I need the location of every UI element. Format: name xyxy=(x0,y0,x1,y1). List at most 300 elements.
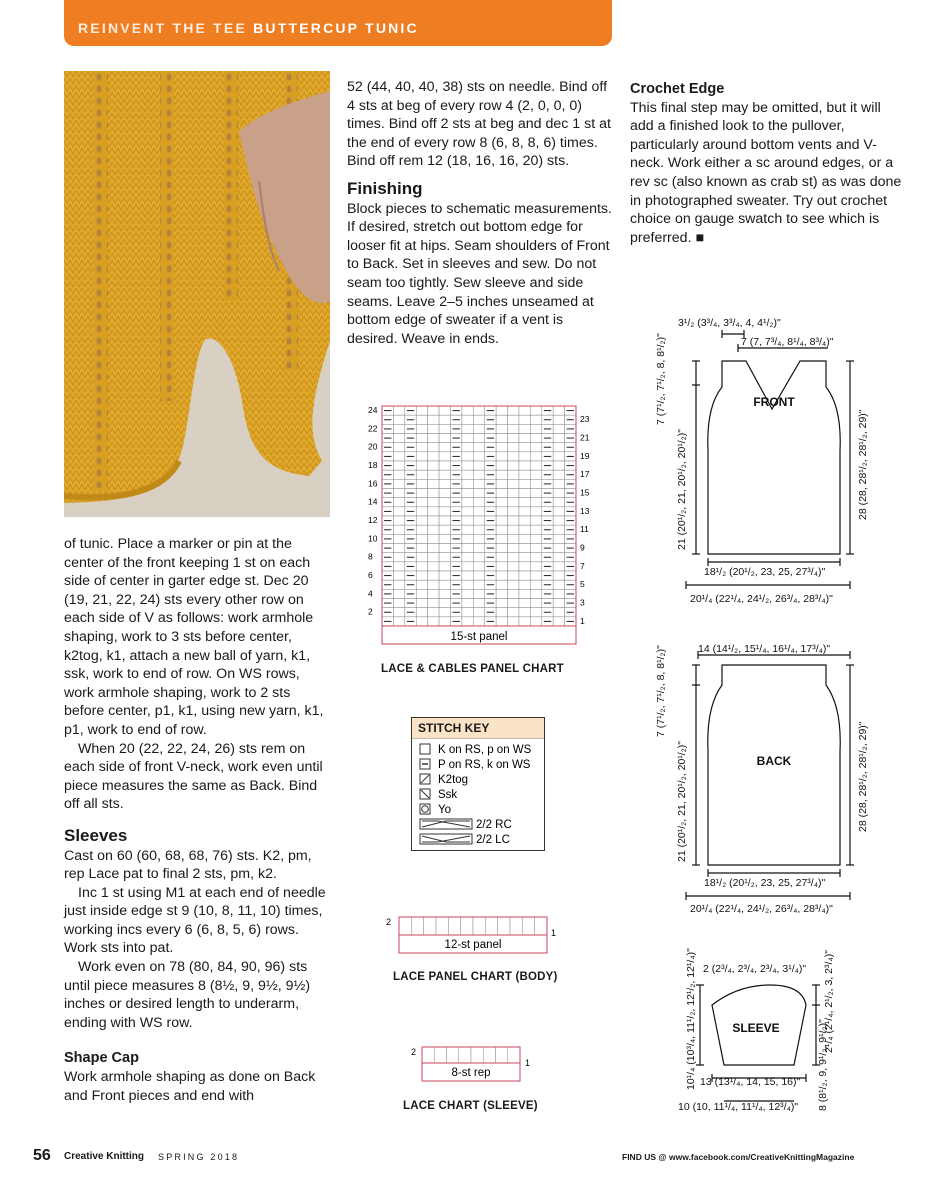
chart-cell xyxy=(462,516,473,525)
chart-cell xyxy=(553,470,564,479)
chart-cell xyxy=(416,617,427,626)
chart-cell xyxy=(393,443,404,452)
chart-cell xyxy=(553,434,564,443)
finishing-heading: Finishing xyxy=(347,178,423,198)
chart-cell xyxy=(508,608,519,617)
chart-cell xyxy=(439,424,450,433)
chart-cell xyxy=(553,461,564,470)
chart-cell xyxy=(519,544,530,553)
chart-cell xyxy=(553,452,564,461)
right-column xyxy=(630,80,905,247)
chart-cell xyxy=(428,507,439,516)
chart-cell xyxy=(439,443,450,452)
measurement-label: 2 (2³/₄, 2³/₄, 2³/₄, 3¹/₄)" xyxy=(703,963,807,975)
row-number: 18 xyxy=(368,460,378,470)
sleeve-label: SLEEVE xyxy=(732,1021,780,1035)
chart-cell xyxy=(530,571,541,580)
page-number: 56 xyxy=(33,1147,51,1164)
chart-cell xyxy=(508,544,519,553)
middle-column xyxy=(347,78,615,348)
chart-cell xyxy=(530,470,541,479)
row-number: 1 xyxy=(525,1058,531,1068)
chart-cell xyxy=(399,917,411,935)
row-number: 2 xyxy=(411,1047,417,1057)
chart-cell xyxy=(393,406,404,415)
back-label: BACK xyxy=(756,754,792,768)
back-schematic xyxy=(686,651,854,900)
chart-cell xyxy=(553,489,564,498)
chart-cell xyxy=(496,544,507,553)
section-banner xyxy=(64,0,612,46)
knit-symbol-icon xyxy=(420,744,430,754)
chart-cell xyxy=(428,498,439,507)
chart-cell xyxy=(428,489,439,498)
row-numbers-right xyxy=(580,414,590,626)
row-number: 11 xyxy=(580,524,589,535)
measurement-label: 13 (13¹/₄, 14, 15, 16)" xyxy=(700,1076,801,1088)
chart-cell xyxy=(428,406,439,415)
chart-cell xyxy=(473,571,484,580)
measurement-label: 8 (8¹/₂, 9, 9¹/₂, 9¹/₂)" xyxy=(817,1019,829,1111)
chart-cell xyxy=(519,461,530,470)
row-number: 4 xyxy=(368,588,373,599)
chart-cell xyxy=(393,589,404,598)
chart-cell xyxy=(553,608,564,617)
chart-cell xyxy=(530,415,541,424)
tunic-photo xyxy=(64,71,330,517)
chart-cell xyxy=(439,617,450,626)
chart-cell xyxy=(553,415,564,424)
chart-cell xyxy=(530,489,541,498)
chart-cell xyxy=(439,571,450,580)
chart-cell xyxy=(416,498,427,507)
lace-cables-chart xyxy=(360,398,600,648)
chart-cell xyxy=(508,589,519,598)
chart-cell xyxy=(428,516,439,525)
chart-cell xyxy=(508,470,519,479)
chart-cell xyxy=(393,424,404,433)
chart-cell xyxy=(439,507,450,516)
chart-cell xyxy=(428,553,439,562)
chart-cell xyxy=(428,580,439,589)
chart-cell xyxy=(462,443,473,452)
chart-cell xyxy=(393,544,404,553)
chart-cell xyxy=(553,562,564,571)
chart-cell xyxy=(439,434,450,443)
chart-cell xyxy=(519,599,530,608)
chart-cell xyxy=(393,452,404,461)
chart-cell xyxy=(416,443,427,452)
measurement-label: 28 (28, 28¹/₂, 28¹/₂, 29)" xyxy=(857,721,869,832)
chart-cell xyxy=(462,434,473,443)
chart-cell xyxy=(473,617,484,626)
chart-cell xyxy=(393,498,404,507)
chart-cell xyxy=(462,470,473,479)
chart-cell xyxy=(519,534,530,543)
chart-cell xyxy=(416,599,427,608)
chart-cell xyxy=(508,525,519,534)
chart-grid xyxy=(422,1047,520,1063)
chart-cell xyxy=(462,608,473,617)
chart-cell xyxy=(519,553,530,562)
chart-cell xyxy=(462,599,473,608)
chart-cell xyxy=(448,917,460,935)
row-number: 3 xyxy=(580,597,585,608)
row-numbers-left xyxy=(368,405,378,617)
chart-cell xyxy=(498,917,510,935)
chart-cell xyxy=(462,589,473,598)
chart-cell xyxy=(428,452,439,461)
chart-cell xyxy=(553,443,564,452)
chart-cell xyxy=(462,461,473,470)
chart-cell xyxy=(462,562,473,571)
chart-cell xyxy=(393,553,404,562)
chart-cell xyxy=(416,452,427,461)
chart-cell xyxy=(393,617,404,626)
banner-title: BUTTERCUP TUNIC xyxy=(253,20,419,36)
banner-series: REINVENT THE TEE xyxy=(78,20,247,36)
chart-cell xyxy=(439,415,450,424)
chart-cell xyxy=(519,580,530,589)
chart-cell xyxy=(519,489,530,498)
stitch-key xyxy=(411,717,545,851)
row-number: 21 xyxy=(580,432,590,443)
chart-cell xyxy=(530,461,541,470)
chart-cell xyxy=(473,534,484,543)
measurement-label: 20¹/₄ (22¹/₄, 24¹/₂, 26³/₄, 28³/₄)" xyxy=(690,593,833,605)
chart-cell xyxy=(508,507,519,516)
chart-cell xyxy=(439,589,450,598)
chart-cell xyxy=(553,406,564,415)
chart-cell xyxy=(496,562,507,571)
chart-cell xyxy=(519,516,530,525)
chart-cell xyxy=(530,544,541,553)
chart-cell xyxy=(462,498,473,507)
chart-cell xyxy=(508,553,519,562)
chart-cell xyxy=(416,424,427,433)
chart-cell xyxy=(473,589,484,598)
paragraph: This final step may be omitted, but it will add a finished look to the pullover, particularly around bottom vents and V-neck. Work either a sc around edges, or a rev sc (also known as crab st) as was done in photographed sweater. Try out crochet choice on gauge swatch to see which is preferred. ■ xyxy=(630,99,902,246)
measurement-label: 21 (20¹/₂, 21, 20¹/₂, 20¹/₂)" xyxy=(676,740,688,862)
key-item: Yo xyxy=(438,804,452,816)
chart-cell xyxy=(553,479,564,488)
chart-cell xyxy=(393,562,404,571)
row-number: 1 xyxy=(580,615,585,626)
paragraph: Inc 1 st using M1 at each end of needle just inside edge st 9 (10, 8, 11, 10) times, working incs every 6 (6, 8, 5, 6) rows. Work sts into pat. xyxy=(64,884,326,957)
chart-cell xyxy=(553,571,564,580)
chart-cell xyxy=(553,498,564,507)
chart-cell xyxy=(519,589,530,598)
chart-cell xyxy=(459,1047,471,1063)
chart-cell xyxy=(473,470,484,479)
chart-cell xyxy=(530,443,541,452)
facebook-link[interactable]: FIND US @ www.facebook.com/CreativeKnittingMagazine xyxy=(622,1152,855,1162)
front-schematic xyxy=(686,330,854,589)
paragraph: Work armhole shaping as done on Back and Front pieces and end with xyxy=(64,1069,316,1104)
paragraph: Block pieces to schematic measurements. If desired, stretch out bottom edge for looser fit at hips. Seam shoulders of Front to Back. Set in sleeves and sew. Do not seam too tightly. Sew sleeve and side seams. Leave 2–5 inches unseamed at bottom edge of sweater if a vent is desired. Weave in ends. xyxy=(347,200,612,347)
chart-cell xyxy=(519,608,530,617)
chart-cell xyxy=(473,434,484,443)
chart-cell xyxy=(393,608,404,617)
chart-cell xyxy=(519,424,530,433)
chart-cell xyxy=(462,479,473,488)
chart-cell xyxy=(393,489,404,498)
chart-cell xyxy=(496,553,507,562)
chart-grid xyxy=(382,406,576,626)
chart-cell xyxy=(535,917,547,935)
chart-cell xyxy=(416,525,427,534)
chart-cell xyxy=(553,617,564,626)
left-column xyxy=(64,535,330,1105)
chart-cell xyxy=(393,479,404,488)
chart-cell xyxy=(496,580,507,589)
chart-cell xyxy=(462,525,473,534)
chart-cell xyxy=(530,434,541,443)
chart-cell xyxy=(424,917,436,935)
chart-cell xyxy=(428,525,439,534)
row-number: 14 xyxy=(368,496,378,507)
lace-sleeve-chart-title: LACE CHART (SLEEVE) xyxy=(403,1100,538,1112)
measurement-label: 7 (7¹/₂, 7¹/₂, 8, 8¹/₂)" xyxy=(655,645,667,737)
chart-cell xyxy=(530,406,541,415)
chart-cell xyxy=(462,507,473,516)
chart-cell xyxy=(508,571,519,580)
chart-cell xyxy=(553,525,564,534)
key-item: Ssk xyxy=(438,789,458,801)
chart-cell xyxy=(462,424,473,433)
chart-cell xyxy=(553,553,564,562)
chart-cell xyxy=(496,617,507,626)
chart-cell xyxy=(422,1047,434,1063)
chart-cell xyxy=(416,562,427,571)
chart-cell xyxy=(473,424,484,433)
chart-cell xyxy=(553,589,564,598)
chart-cell xyxy=(508,479,519,488)
chart-cell xyxy=(530,507,541,516)
measurement-label: 20¹/₄ (22¹/₄, 24¹/₂, 26³/₄, 28³/₄)" xyxy=(690,903,833,915)
chart-cell xyxy=(473,553,484,562)
chart-cell xyxy=(519,507,530,516)
chart-cell xyxy=(428,443,439,452)
chart-cell xyxy=(439,516,450,525)
chart-cell xyxy=(473,443,484,452)
lace-cables-chart-title: LACE & CABLES PANEL CHART xyxy=(381,663,564,675)
chart-cell xyxy=(508,415,519,424)
chart-cell xyxy=(436,917,448,935)
key-item: K on RS, p on WS xyxy=(438,744,532,756)
chart-cell xyxy=(530,589,541,598)
front-label: FRONT xyxy=(753,395,795,409)
row-number: 13 xyxy=(580,505,590,516)
chart-cell xyxy=(428,424,439,433)
chart-cell xyxy=(496,525,507,534)
chart-cell xyxy=(553,534,564,543)
chart-cell xyxy=(508,534,519,543)
paragraph: Work even on 78 (80, 84, 90, 96) sts until piece measures 8 (8½, 9, 9½, 9½) inches or desired length to underarm, ending with WS row. xyxy=(64,959,311,1031)
chart-cell xyxy=(393,507,404,516)
chart-cell xyxy=(530,516,541,525)
chart-cell xyxy=(473,599,484,608)
chart-cell xyxy=(416,608,427,617)
chart-cell xyxy=(428,589,439,598)
chart-cell xyxy=(496,406,507,415)
chart-cell xyxy=(439,461,450,470)
chart-cell xyxy=(393,534,404,543)
chart-cell xyxy=(428,415,439,424)
chart-cell xyxy=(496,599,507,608)
chart-cell xyxy=(496,434,507,443)
row-number: 10 xyxy=(368,533,378,544)
row-number: 17 xyxy=(580,469,590,480)
chart-cell xyxy=(496,415,507,424)
chart-cell xyxy=(428,599,439,608)
chart-cell xyxy=(473,608,484,617)
row-number: 16 xyxy=(368,478,378,489)
chart-cell xyxy=(473,461,484,470)
row-number: 20 xyxy=(368,441,378,452)
chart-cell xyxy=(428,608,439,617)
chart-cell xyxy=(428,571,439,580)
chart-cell xyxy=(393,580,404,589)
crochet-edge-heading: Crochet Edge xyxy=(630,81,725,97)
chart-cell xyxy=(393,461,404,470)
chart-cell xyxy=(496,443,507,452)
chart-cell xyxy=(473,516,484,525)
chart-grid xyxy=(399,917,547,935)
lace-body-chart xyxy=(380,912,580,956)
chart-cell xyxy=(428,470,439,479)
chart-cell xyxy=(496,498,507,507)
chart-cell xyxy=(416,470,427,479)
chart-cell xyxy=(485,917,497,935)
chart-cell xyxy=(462,489,473,498)
paragraph: Cast on 60 (60, 68, 68, 76) sts. K2, pm, rep Lace pat to final 2 sts, pm, k2. xyxy=(64,847,312,883)
chart-cell xyxy=(416,571,427,580)
chart-cell xyxy=(508,580,519,589)
chart-cell xyxy=(473,498,484,507)
magazine-name: Creative Knitting xyxy=(64,1151,145,1162)
chart-cell xyxy=(428,562,439,571)
chart-cell xyxy=(530,452,541,461)
chart-cell xyxy=(519,434,530,443)
row-number: 2 xyxy=(386,917,392,927)
measurement-label: 2¹/₄ (2¹/₄, 2¹/₂, 3, 2³/₄)" xyxy=(823,950,835,1053)
row-number: 19 xyxy=(580,450,590,461)
chart-cell xyxy=(530,498,541,507)
schematic-diagrams xyxy=(640,305,900,1125)
chart-cell xyxy=(462,571,473,580)
chart-cell xyxy=(530,617,541,626)
chart-cell xyxy=(519,470,530,479)
chart-cell xyxy=(393,525,404,534)
chart-cell xyxy=(473,406,484,415)
chart-cell xyxy=(496,452,507,461)
paragraph: of tunic. Place a marker or pin at the center of the front keeping 1 st on each side of center in garter edge st. Dec 20 (19, 21, 22, 24) sts every other row on each side of V as follows: work armhole shaping, work to 3 sts before center, k2tog, k1, attach a new ball of yarn, k1, ssk, work to end of row. On WS rows, work armhole shaping, work to 2 sts before center, p1, k1, using new yarn, k1, p1, work to end of row. xyxy=(64,536,324,738)
panel-label: 15-st panel xyxy=(450,631,508,643)
chart-cell xyxy=(461,917,473,935)
chart-cell xyxy=(496,470,507,479)
paragraph: 52 (44, 40, 40, 38) sts on needle. Bind off 4 sts at beg of every row 4 (2, 0, 0, 0) times. Bind off 2 sts at beg and dec 1 st at the end of every row 8 (6, 8, 8, 6) times. Bind off rem 12 (18, 16, 16, 20) sts. xyxy=(347,79,611,170)
chart-cell xyxy=(416,406,427,415)
measurement-label: 21 (20¹/₂, 21, 20¹/₂, 20¹/₂)" xyxy=(676,428,688,550)
chart-cell xyxy=(434,1047,446,1063)
chart-cell xyxy=(519,406,530,415)
chart-cell xyxy=(428,434,439,443)
shape-cap-heading: Shape Cap xyxy=(64,1050,139,1067)
chart-cell xyxy=(416,580,427,589)
chart-cell xyxy=(439,489,450,498)
chart-cell xyxy=(473,415,484,424)
chart-cell xyxy=(496,516,507,525)
chart-cell xyxy=(439,525,450,534)
issue-label: SPRING 2018 xyxy=(158,1152,240,1162)
chart-cell xyxy=(496,479,507,488)
chart-cell xyxy=(393,571,404,580)
chart-cell xyxy=(530,479,541,488)
chart-cell xyxy=(416,516,427,525)
chart-cell xyxy=(439,406,450,415)
chart-cell xyxy=(508,434,519,443)
chart-cell xyxy=(508,406,519,415)
key-item: P on RS, k on WS xyxy=(438,759,531,771)
chart-cell xyxy=(510,917,522,935)
chart-cell xyxy=(416,479,427,488)
chart-cell xyxy=(530,599,541,608)
chart-cell xyxy=(496,534,507,543)
chart-cell xyxy=(439,452,450,461)
measurement-label: 18¹/₂ (20¹/₂, 23, 25, 27³/₄)" xyxy=(704,566,826,578)
chart-cell xyxy=(416,534,427,543)
chart-cell xyxy=(473,489,484,498)
chart-cell xyxy=(519,479,530,488)
measurement-label: 7 (7, 7³/₄, 8¹/₄, 8³/₄)" xyxy=(741,336,834,348)
chart-cell xyxy=(462,544,473,553)
chart-cell xyxy=(428,461,439,470)
measurement-label: 10¹/₄ (10³/₄, 11¹/₂, 12¹/₂, 12¹/₄)" xyxy=(685,948,697,1090)
row-number: 1 xyxy=(551,928,557,938)
chart-cell xyxy=(519,498,530,507)
chart-cell xyxy=(508,498,519,507)
chart-cell xyxy=(508,424,519,433)
chart-cell xyxy=(473,580,484,589)
chart-cell xyxy=(508,461,519,470)
chart-cell xyxy=(508,516,519,525)
chart-cell xyxy=(428,544,439,553)
key-item: 2/2 LC xyxy=(476,834,510,846)
chart-cell xyxy=(553,516,564,525)
chart-cell xyxy=(471,1047,483,1063)
measurement-label: 18¹/₂ (20¹/₂, 23, 25, 27³/₄)" xyxy=(704,877,826,889)
row-number: 22 xyxy=(368,423,378,434)
chart-cell xyxy=(530,553,541,562)
chart-cell xyxy=(393,599,404,608)
chart-cell xyxy=(496,507,507,516)
lace-body-chart-title: LACE PANEL CHART (BODY) xyxy=(393,971,558,983)
chart-cell xyxy=(462,617,473,626)
chart-cell xyxy=(393,415,404,424)
chart-cell xyxy=(508,489,519,498)
chart-cell xyxy=(508,617,519,626)
chart-cell xyxy=(519,415,530,424)
chart-cell xyxy=(462,406,473,415)
chart-cell xyxy=(473,525,484,534)
chart-cell xyxy=(496,608,507,617)
chart-cell xyxy=(496,489,507,498)
chart-cell xyxy=(428,479,439,488)
row-number: 9 xyxy=(580,542,585,553)
chart-cell xyxy=(496,589,507,598)
chart-cell xyxy=(553,424,564,433)
